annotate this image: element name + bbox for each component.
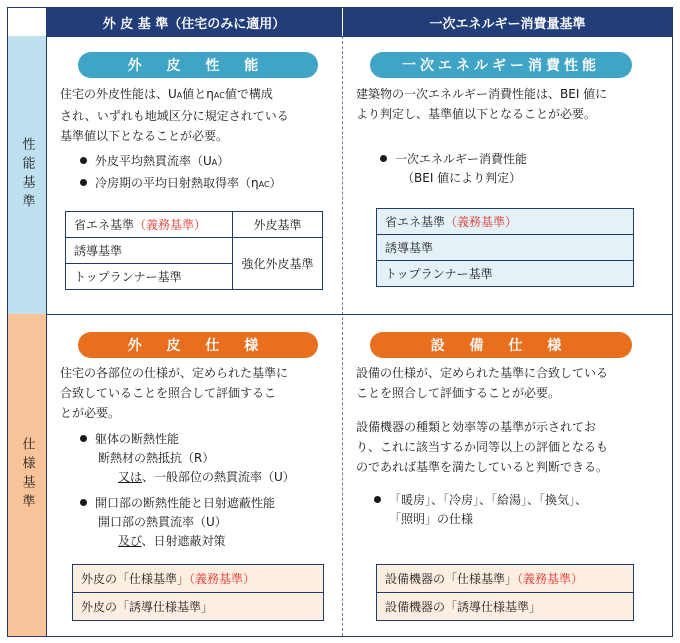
equipment-spec-title: 設 備 仕 様: [370, 332, 632, 358]
table-cell: トップランナー基準: [377, 261, 634, 287]
header-envelope-standard: 外 皮 基 準（住宅のみに適用）: [46, 8, 342, 36]
table-cell: 外皮の「誘導仕様基準」: [73, 593, 324, 621]
envelope-bullet-eta: 冷房期の平均日射熱取得率（ηAC）: [80, 174, 282, 194]
bullet-dot-icon: [80, 499, 87, 506]
table-cell: 設備機器の「誘導仕様基準」: [377, 593, 634, 621]
bullet-dot-icon: [374, 496, 381, 503]
table-cell: 誘導基準: [66, 238, 233, 264]
envelope-spec-bullet-frame: 躯体の断熱性能 断熱材の熱抵抗（R） 又は、一般部位の熱貫流率（U）: [80, 430, 295, 487]
bullet-dot-icon: [380, 155, 387, 162]
envelope-spec-description: 住宅の各部位の仕様が、定められた基準に 合致していることを照合して評価するこ とが必要。: [60, 366, 289, 420]
energy-performance-description: 建築物の一次エネルギー消費性能は、BEI 値に より判定し、基準値以下となることが必要。: [356, 87, 608, 121]
side-label-performance: 性能基準: [8, 36, 46, 314]
equipment-spec-detail: 設備機器の種類と効率等の基準が示されてお り、これに該当するか同等以上の評価となるも のであれば基準を満たしていると判断できる。: [356, 420, 609, 474]
standards-figure: [7, 7, 673, 637]
envelope-spec-bullet-openings: 開口部の断熱性能と日射遮蔽性能 開口部の熱貫流率（U） 及び、日射遮蔽対策: [80, 494, 275, 551]
equipment-spec-intro: 設備の仕様が、定められた基準に合致している ことを照合して評価することが必要。: [356, 366, 609, 400]
envelope-performance-description: 住宅の外皮性能は、UA値とηAC値で構成 され、いずれも地域区分に規定されている 基準値以下となることが必要。: [60, 87, 289, 143]
row-divider-middle: [46, 314, 672, 315]
energy-bullet-bei: 一次エネルギー消費性能 （BEI 値により判定）: [380, 150, 527, 188]
side-label-specification: 仕様基準: [8, 314, 46, 636]
equipment-spec-bullet: 「暖房」、「冷房」、「給湯」、「換気」、 「照明」の仕様: [374, 491, 587, 529]
table-cell: 誘導基準: [377, 235, 634, 261]
table-cell: 強化外皮基準: [233, 238, 323, 290]
table-cell: トップランナー基準: [66, 264, 233, 290]
bullet-dot-icon: [80, 157, 87, 164]
envelope-bullet-ua: 外皮平均熱貫流率（UA）: [80, 152, 229, 172]
table-cell: 省エネ基準（義務基準）: [377, 209, 634, 235]
energy-performance-table: [376, 208, 634, 287]
energy-performance-title: 一次エネルギー消費性能: [370, 52, 632, 78]
equipment-spec-table: [376, 564, 634, 621]
column-divider-center: [342, 36, 343, 636]
envelope-spec-title: 外 皮 仕 様: [78, 332, 318, 358]
row-divider-top: [46, 36, 672, 37]
envelope-performance-title: 外 皮 性 能: [78, 52, 318, 78]
table-cell: 省エネ基準（義務基準）: [66, 212, 233, 238]
envelope-spec-table: [72, 564, 324, 621]
header-energy-standard: 一次エネルギー消費量基準: [343, 8, 672, 36]
table-cell: 設備機器の「仕様基準」（義務基準）: [377, 565, 634, 593]
table-cell: 外皮の「仕様基準」（義務基準）: [73, 565, 324, 593]
envelope-performance-table: [65, 211, 323, 290]
bullet-dot-icon: [80, 179, 87, 186]
bullet-dot-icon: [80, 435, 87, 442]
table-cell: 外皮基準: [233, 212, 323, 238]
column-divider-left: [46, 36, 47, 636]
